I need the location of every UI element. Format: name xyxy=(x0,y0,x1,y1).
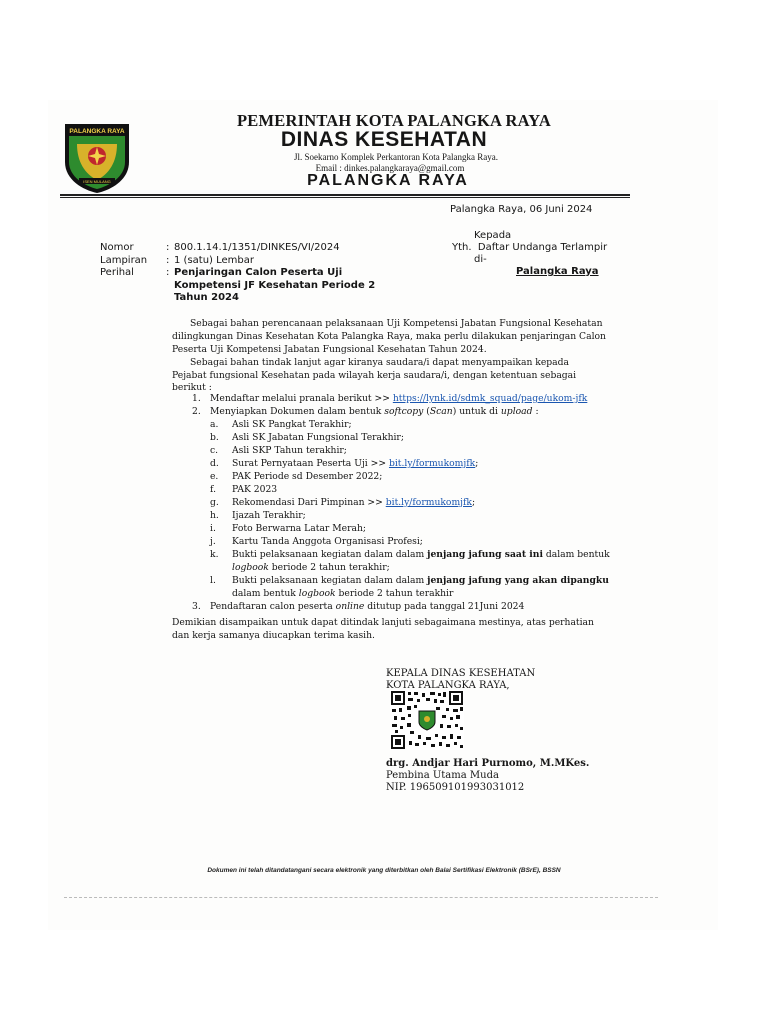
signature-title-2: KOTA PALANGKA RAYA, xyxy=(386,680,510,690)
paragraph-1-line-3: Peserta Uji Kompetensi Jabatan Fungsional Kesehatan Tahun 2024. xyxy=(172,344,487,355)
sub-letter: l. xyxy=(210,575,216,586)
letter-date: Palangka Raya, 06 Juni 2024 xyxy=(450,204,593,215)
sub-item-a xyxy=(178,418,638,431)
sub-text: Bukti pelaksanaan kegiatan dalam dalam xyxy=(232,549,428,560)
sub-letter: f. xyxy=(210,484,216,495)
signatory-nip: NIP. 196509101993031012 xyxy=(386,782,525,793)
list-item-2 xyxy=(178,405,638,418)
sub-item-l-cont xyxy=(178,587,638,600)
item-online: online xyxy=(335,601,365,612)
sub-item-e xyxy=(178,470,638,483)
logo-text: PALANGKA RAYA xyxy=(69,128,125,135)
letterhead-address: Jl. Soekarno Komplek Perkantoran Kota Palangka Raya. xyxy=(294,152,498,162)
sub-item-b xyxy=(178,431,638,444)
sub-letter: d. xyxy=(210,458,219,469)
sub-text-b: dalam bentuk xyxy=(542,549,610,560)
sub-item-f xyxy=(178,483,638,496)
lampiran-label: Lampiran xyxy=(100,254,148,266)
sub-text: Surat Pernyataan Peserta Uji >> xyxy=(232,458,389,469)
sub-item-h xyxy=(178,509,638,522)
sub-letter: a. xyxy=(210,419,219,430)
letter-meta xyxy=(100,242,384,305)
recipient-kepada: Kepada xyxy=(474,230,512,241)
signatory-rank: Pembina Utama Muda xyxy=(386,770,499,781)
perihal-line2: Kompetensi JF Kesehatan Periode 2 xyxy=(174,279,376,291)
registration-link[interactable]: https://lynk.id/sdmk_squad/page/ukom-jfk xyxy=(392,393,588,404)
sub-letter: k. xyxy=(210,549,219,560)
paragraph-1-line-1: Sebagai bahan perencanaan pelaksanaan Uji Kompetensi Jabatan Fungsional Kesehatan xyxy=(190,318,603,329)
sub-after: ; xyxy=(472,497,476,508)
item-colon: : xyxy=(532,406,539,417)
sub-item-k-cont xyxy=(178,561,638,574)
item-softcopy: softcopy xyxy=(384,406,424,417)
sub-text: PAK 2023 xyxy=(232,484,278,495)
sub-letter: j. xyxy=(210,536,216,547)
sub-text: PAK Periode sd Desember 2022; xyxy=(232,471,383,482)
colon: : xyxy=(166,242,170,253)
electronic-signature-note: Dokumen ini telah ditandatangani secara elektronik yang diterbitkan oleh Balai Sertifikasi Elektronik (BSrE), BSSN xyxy=(207,867,561,874)
sub-text: Asli SK Jabatan Fungsional Terakhir; xyxy=(232,432,404,443)
sub-text: Foto Berwarna Latar Merah; xyxy=(232,523,366,534)
signature-title-1: KEPALA DINAS KESEHATAN xyxy=(386,668,536,679)
nomor-value: 800.1.14.1/1351/DINKES/VI/2024 xyxy=(174,242,340,253)
colon: : xyxy=(166,254,170,266)
sub-item-g xyxy=(178,496,638,509)
sub-letter: h. xyxy=(210,510,219,521)
nomor-label: Nomor xyxy=(100,242,134,253)
item-text: Mendaftar melalui pranala berikut >> xyxy=(210,393,393,404)
recipient-yth: Yth. Daftar Undanga Terlampir xyxy=(452,242,608,253)
lampiran-value: 1 (satu) Lembar xyxy=(174,254,254,266)
sub-item-j xyxy=(178,535,638,548)
sub-text: Asli SKP Tahun terakhir; xyxy=(232,445,347,456)
letterhead-agency: DINAS KESEHATAN xyxy=(280,128,488,151)
sub-text-b: dalam bentuk xyxy=(232,588,299,599)
sub-letter: i. xyxy=(210,523,216,534)
colon: : xyxy=(166,267,170,278)
sub-text-c: beriode 2 tahun terakhir xyxy=(335,588,454,599)
closing-line-2: dan kerja samanya diucapkan terima kasih. xyxy=(172,630,375,641)
sub-after: ; xyxy=(475,458,479,469)
item-text-paren: ( xyxy=(423,406,430,417)
list-item-1 xyxy=(178,392,638,405)
paragraph-2-line-1: Sebagai bahan tindak lanjut agar kiranya saudara/i dapat menyampaikan kepada xyxy=(190,357,570,368)
item-number: 3. xyxy=(192,601,201,612)
footer-divider xyxy=(64,897,658,898)
item-number: 2. xyxy=(192,406,201,417)
sub-letter: c. xyxy=(210,445,219,456)
sub-letter: b. xyxy=(210,432,219,443)
perihal-label: Perihal xyxy=(100,267,134,278)
signatory-name: drg. Andjar Hari Purnomo, M.MKes. xyxy=(386,758,590,769)
paragraph-2-line-3: berikut : xyxy=(172,382,212,393)
statement-form-link[interactable]: bit.ly/formukomjfk xyxy=(388,458,476,469)
list-item-3 xyxy=(178,600,638,613)
sub-item-l xyxy=(178,574,638,587)
sub-text: Kartu Tanda Anggota Organisasi Profesi; xyxy=(232,536,423,547)
logo-motto: ISEN MULANG xyxy=(83,179,111,184)
recommendation-form-link[interactable]: bit.ly/formukomjfk xyxy=(385,497,472,508)
sub-text-bold: jenjang jafung saat ini xyxy=(427,549,543,560)
recipient-place: Palangka Raya xyxy=(516,266,599,277)
item-number: 1. xyxy=(192,393,201,404)
sub-logbook: logbook xyxy=(232,562,269,573)
letterhead-city: PALANGKA RAYA xyxy=(307,172,469,189)
sub-item-i xyxy=(178,522,638,535)
paragraph-1-line-2: dilingkungan Dinas Kesehatan Kota Palangka Raya, maka perlu dilakukan penjaringan Calon xyxy=(172,331,606,342)
sub-text-bold: jenjang jafung yang akan dipangku xyxy=(427,575,609,586)
sub-item-d xyxy=(178,457,638,470)
sub-text: Rekomendasi Dari Pimpinan >> xyxy=(232,497,386,508)
item-upload: upload xyxy=(500,406,533,417)
item-scan: Scan xyxy=(429,406,453,417)
letterhead-email: Email : dinkes.palangkaraya@gmail.com xyxy=(315,163,465,173)
letterhead-rule xyxy=(60,194,630,196)
perihal-line3: Tahun 2024 xyxy=(174,292,239,303)
item-text: Menyiapkan Dokumen dalam bentuk xyxy=(210,406,385,417)
recipient-di: di- xyxy=(474,254,487,265)
sub-text: Bukti pelaksanaan kegiatan dalam dalam xyxy=(232,575,428,586)
item-text-b: ditutup pada tanggal 21Juni 2024 xyxy=(364,601,525,612)
sub-letter: g. xyxy=(210,497,219,508)
sub-item-c xyxy=(178,444,638,457)
item-text: Pendaftaran calon peserta xyxy=(210,601,336,612)
sub-letter: e. xyxy=(210,471,219,482)
item-text-b: ) untuk di xyxy=(452,406,501,417)
requirements-list xyxy=(178,392,638,613)
sub-text: Asli SK Pangkat Terakhir; xyxy=(232,419,352,430)
paragraph-2-line-2: Pejabat fungsional Kesehatan pada wilayah kerja saudara/i, dengan ketentuan sebagai xyxy=(172,370,577,381)
sub-text-c: beriode 2 tahun terakhir; xyxy=(268,562,390,573)
sub-logbook: logbook xyxy=(298,588,336,599)
sub-text: Ijazah Terakhir; xyxy=(232,510,306,521)
perihal-line1: Penjaringan Calon Peserta Uji xyxy=(174,267,343,278)
signature-qr-code xyxy=(390,690,464,750)
sub-item-k xyxy=(178,548,638,561)
closing-line-1: Demikian disampaikan untuk dapat ditindak lanjuti sebagaimana mestinya, atas perhatian xyxy=(172,617,594,628)
letterhead-government: PEMERINTAH KOTA PALANGKA RAYA xyxy=(237,111,551,130)
letterhead-rule-thin xyxy=(60,197,630,198)
